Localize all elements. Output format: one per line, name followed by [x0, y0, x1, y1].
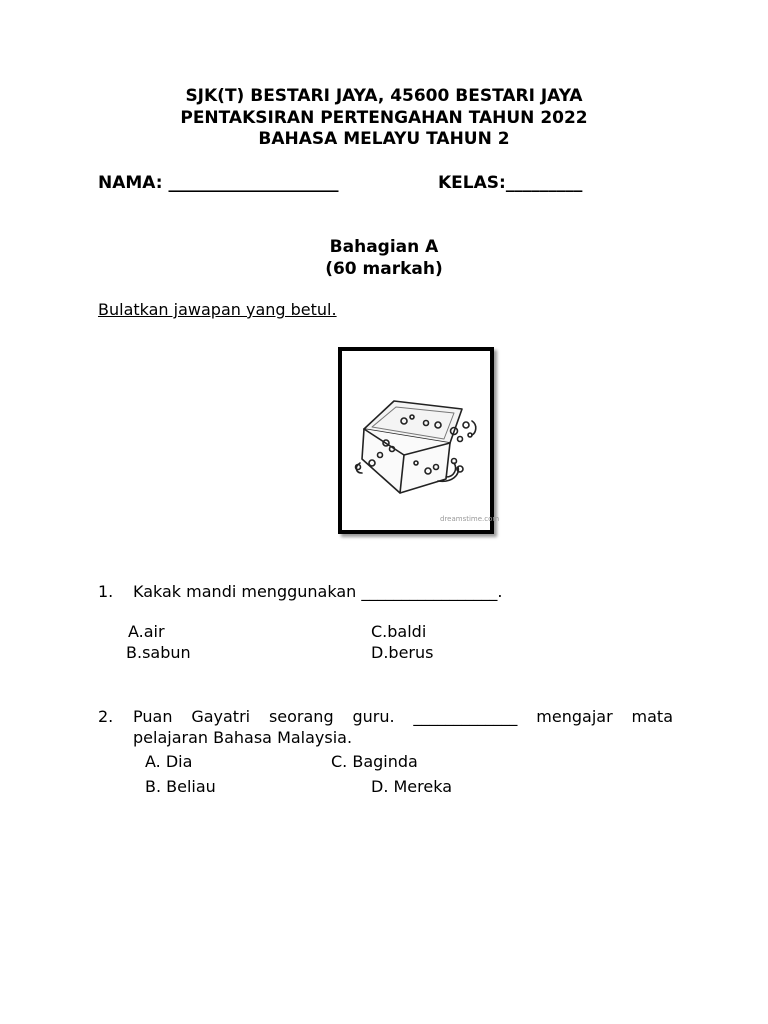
- school-name: SJK(T) BESTARI JAYA, 45600 BESTARI JAYA: [185, 86, 583, 106]
- subject-title: BAHASA MELAYU TAHUN 2: [258, 129, 510, 149]
- assessment-title: PENTAKSIRAN PERTENGAHAN TAHUN 2022: [180, 107, 588, 128]
- question-1-option-c: C.baldi: [371, 622, 427, 641]
- question-2-number: 2.: [98, 707, 114, 726]
- name-field-label: NAMA: ____________________: [98, 173, 339, 193]
- question-1-text: Kakak mandi menggunakan _________________.: [133, 582, 503, 601]
- question-1-option-a: A.air: [128, 622, 165, 641]
- image-watermark: dreamstime.com: [440, 515, 500, 523]
- instruction-text: Bulatkan jawapan yang betul.: [98, 300, 337, 319]
- class-field-label: KELAS:_________: [438, 173, 583, 193]
- question-2-option-c: C. Baginda: [331, 752, 418, 771]
- document-header: [0, 86, 768, 151]
- question-2-option-d: D. Mereka: [371, 777, 452, 796]
- section-marks: (60 markah): [325, 259, 443, 279]
- question-2-option-b: B. Beliau: [145, 777, 216, 796]
- question-2-option-a: A. Dia: [145, 752, 193, 771]
- soap-illustration: [338, 347, 500, 534]
- section-title: Bahagian A: [329, 237, 439, 257]
- question-2-text-line-2: pelajaran Bahasa Malaysia.: [133, 728, 353, 747]
- question-2-text-line-1: Puan Gayatri seorang guru. _____________ mengajar mata: [133, 707, 673, 726]
- question-1-option-d: D.berus: [371, 643, 434, 662]
- soap-bar-drawing: [342, 351, 500, 530]
- question-1-option-b: B.sabun: [126, 643, 191, 662]
- question-1-number: 1.: [98, 582, 114, 601]
